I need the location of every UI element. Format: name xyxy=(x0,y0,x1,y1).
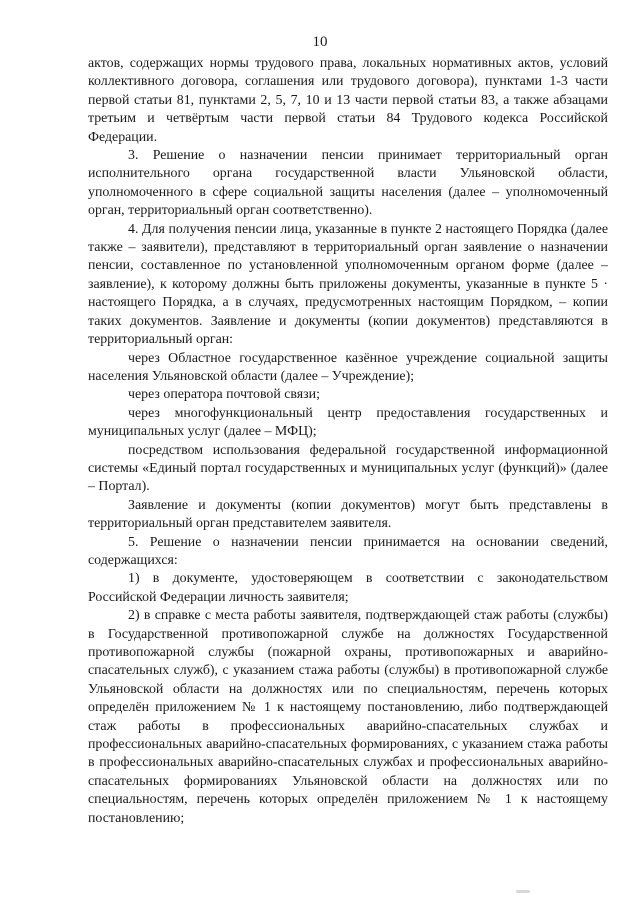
paragraph-submission-mfc: через многофункциональный центр предоставления государственных и муниципальных услуг (далее – МФЦ); xyxy=(88,405,608,440)
paragraph-submission-portal: посредством использования федеральной государственной информационной системы «Единый портал государственных и муниципальных услуг (функций)» (далее – Портал). xyxy=(88,442,608,495)
paragraph-3: 3. Решение о назначении пенсии принимает территориальный орган исполнительного органа государственной власти Ульяновской области, уполномоченного в сфере социальной защиты населения (далее – уполномоченный орган, территориальный орган соответственно). xyxy=(88,148,608,219)
paragraph-5-item-1: 1) в документе, удостоверяющем в соответствии с законодательством Российской Федерации личность заявителя; xyxy=(88,571,608,605)
paragraph-4: 4. Для получения пенсии лица, указанные в пункте 2 настоящего Порядка (далее также – заявители), представляют в территориальный орган заявление о назначении пенсии, составленное по установленной уполномоченным органом форме (далее – заявление), к которому должны быть приложены документы, указанные в пункте 5 · настоящего Порядка, а в случаях, предусмотренных настоящим Порядком, – копии таких документов. Заявление и документы (копии документов) представляются в территориальный орган: xyxy=(88,221,608,348)
scan-mark xyxy=(516,890,530,893)
page-number: 10 xyxy=(312,34,328,50)
paragraph-representative: Заявление и документы (копии документов) могут быть представлены в территориальный орган представителем заявителя. xyxy=(88,497,608,532)
document-body xyxy=(88,55,608,828)
paragraph-5: 5. Решение о назначении пенсии принимается на основании сведений, содержащихся: xyxy=(88,534,608,568)
paragraph-submission-post: через оператора почтовой связи; xyxy=(128,387,320,403)
paragraph-continuation: актов, содержащих нормы трудового права, локальных нормативных актов, условий коллективного договора, соглашения или трудового договора), пунктами 1-3 части первой статьи 81, пунктами 2, 5, 7, 10 и 13 части первой статьи 83, а также абзацами третьим и четвёртым части первой статьи 84 Трудового кодекса Российской Федерации. xyxy=(88,56,608,145)
paragraph-submission-institution: через Областное государственное казённое учреждение социальной защиты населения Ульяновской области (далее – Учреждение); xyxy=(88,350,608,384)
paragraph-5-item-2: 2) в справке с места работы заявителя, подтверждающей стаж работы (службы) в Государственной противопожарной службе на должностях Государственной противопожарной службы (пожарной охраны, противопожарных и аварийно-спасательных служб), с указанием стажа работы (службы) в противопожарной службе Ульяновской области на должностях или по специальностям, перечень которых определён приложением № 1 к настоящему постановлению, либо подтверждающей стаж работы в профессиональных аварийно-спасательных службах и профессиональных аварийно-спасательных формированиях, с указанием стажа работы в профессиональных аварийно-спасательных службах и профессиональных аварийно-спасательных формированиях Ульяновской области на должностях или по специальностям, перечень которых определён приложением № 1 к настоящему постановлению; xyxy=(88,608,608,826)
